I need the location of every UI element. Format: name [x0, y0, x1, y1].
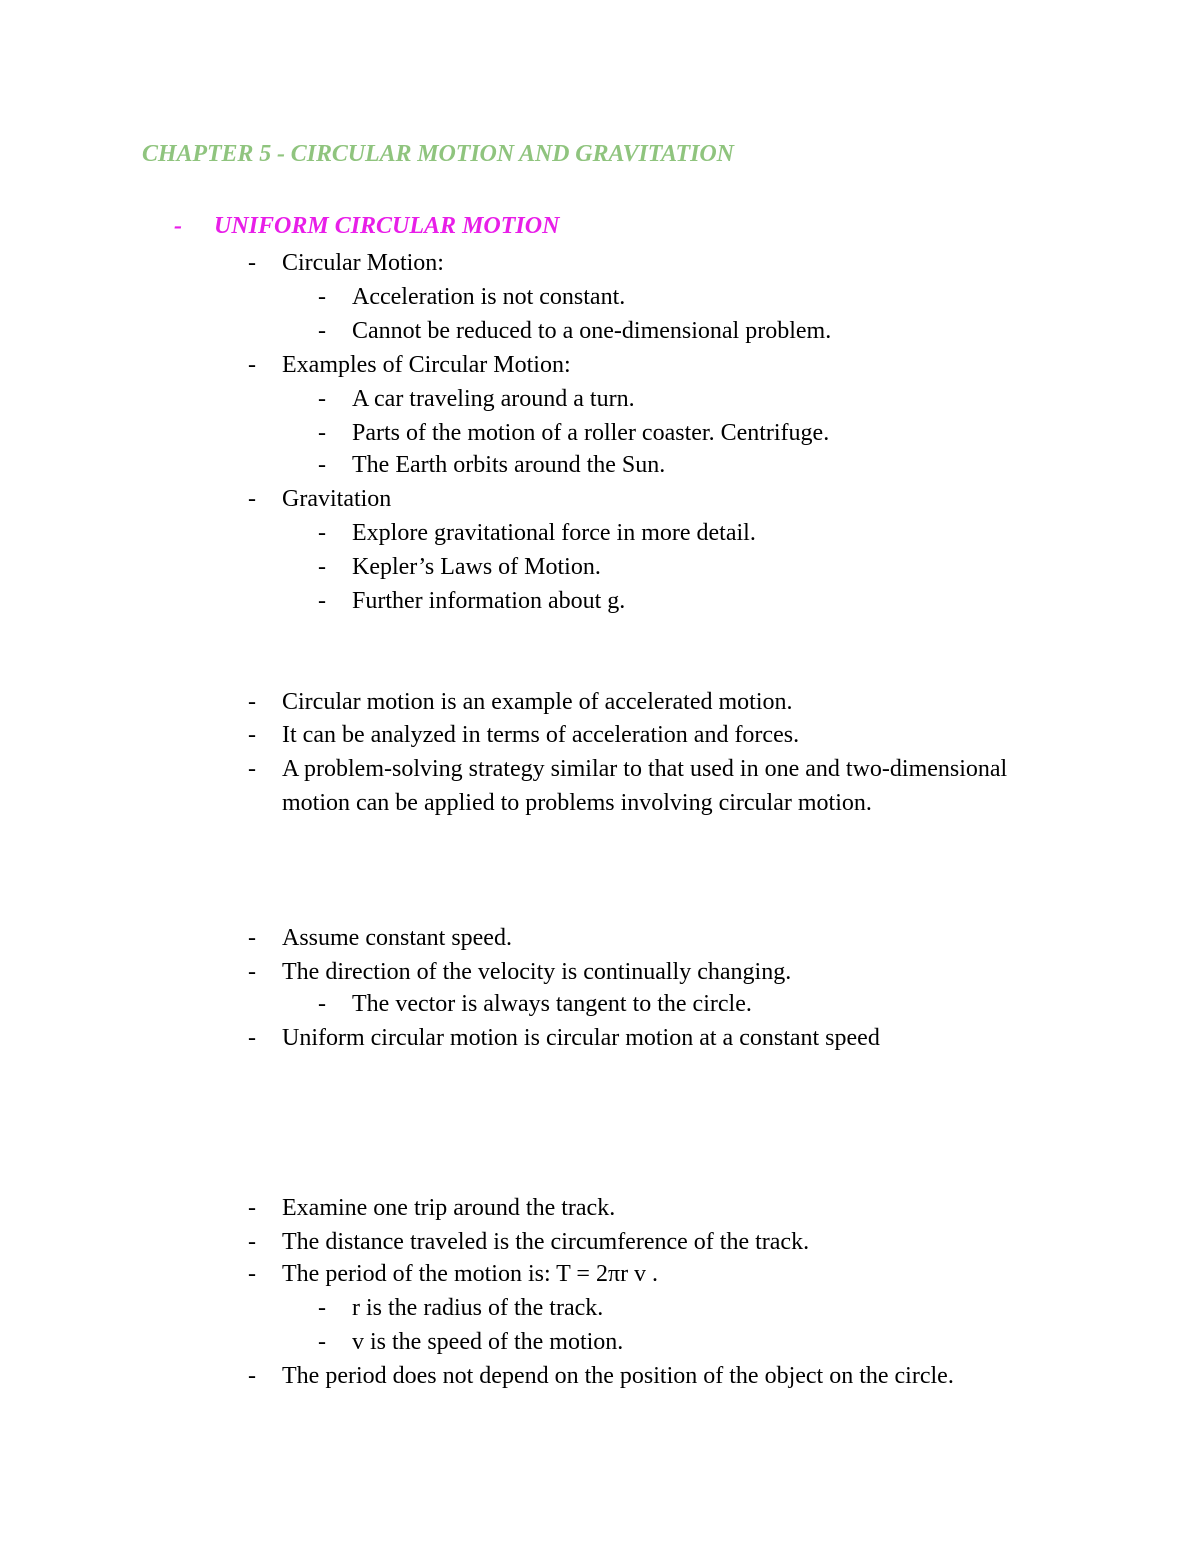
bullet-dash: -	[248, 722, 256, 748]
bullet-dash: -	[318, 1329, 326, 1355]
bullet-dash: -	[248, 1025, 256, 1051]
list-item	[248, 1257, 659, 1291]
list-item-text: v is the speed of the motion.	[352, 1329, 624, 1355]
list-item	[248, 921, 512, 955]
list-item	[318, 516, 756, 550]
list-item-text: The Earth orbits around the Sun.	[352, 452, 666, 478]
bullet-dash: -	[248, 1363, 256, 1389]
list-item-text: Explore gravitational force in more detail.	[352, 520, 756, 546]
list-item	[248, 718, 800, 752]
list-item	[318, 987, 752, 1021]
section-heading-text: UNIFORM CIRCULAR MOTION	[214, 213, 560, 239]
list-item	[318, 1291, 604, 1325]
bullet-dash: -	[318, 318, 326, 344]
list-item	[318, 584, 626, 618]
bullet-dash: -	[248, 689, 256, 715]
list-item	[248, 482, 392, 516]
list-item-text: A car traveling around a turn.	[352, 386, 635, 412]
list-item-text: Circular Motion:	[282, 250, 444, 276]
bullet-dash: -	[248, 1195, 256, 1221]
list-item-text: Examples of Circular Motion:	[282, 352, 571, 378]
list-item-text: The distance traveled is the circumference of the track.	[282, 1229, 810, 1255]
list-item	[318, 314, 832, 348]
list-item	[318, 280, 626, 314]
list-item	[248, 752, 1008, 786]
list-item-text: The period of the motion is: T = 2πr v .	[282, 1261, 659, 1287]
bullet-dash: -	[248, 925, 256, 951]
list-item	[318, 416, 830, 450]
list-item	[248, 1225, 810, 1259]
list-item	[248, 246, 444, 280]
list-item	[248, 955, 792, 989]
bullet-dash: -	[248, 959, 256, 985]
list-item-text: Further information about g.	[352, 588, 626, 614]
bullet-dash: -	[318, 420, 326, 446]
chapter-title: CHAPTER 5 - CIRCULAR MOTION AND GRAVITATION	[142, 141, 734, 167]
bullet-dash: -	[318, 284, 326, 310]
list-item	[248, 1021, 880, 1055]
list-item-text: Acceleration is not constant.	[352, 284, 626, 310]
list-item	[248, 348, 571, 382]
bullet-dash: -	[248, 1229, 256, 1255]
list-item-text: The direction of the velocity is continually changing.	[282, 959, 792, 985]
list-item-continuation: motion can be applied to problems involving circular motion.	[282, 790, 872, 816]
list-item	[248, 1359, 954, 1393]
list-item	[318, 550, 601, 584]
bullet-dash: -	[318, 452, 326, 478]
bullet-dash: -	[248, 250, 256, 276]
list-item-text: Circular motion is an example of accelerated motion.	[282, 689, 793, 715]
section-heading	[174, 213, 559, 240]
list-item-text: r is the radius of the track.	[352, 1295, 604, 1321]
bullet-dash: -	[248, 352, 256, 378]
list-item-text: The vector is always tangent to the circle.	[352, 991, 752, 1017]
section-heading-bullet: -	[174, 213, 182, 239]
list-item	[248, 1191, 616, 1225]
bullet-dash: -	[248, 756, 256, 782]
list-item-text: Parts of the motion of a roller coaster. Centrifuge.	[352, 420, 830, 446]
bullet-dash: -	[318, 554, 326, 580]
list-item-text: Assume constant speed.	[282, 925, 512, 951]
bullet-dash: -	[318, 588, 326, 614]
list-item-text: Kepler’s Laws of Motion.	[352, 554, 601, 580]
bullet-dash: -	[248, 1261, 256, 1287]
bullet-dash: -	[318, 386, 326, 412]
list-item-text: Uniform circular motion is circular motion at a constant speed	[282, 1025, 880, 1051]
bullet-dash: -	[318, 1295, 326, 1321]
bullet-dash: -	[248, 486, 256, 512]
bullet-dash: -	[318, 520, 326, 546]
list-item	[318, 382, 635, 416]
bullet-dash: -	[318, 991, 326, 1017]
list-item-text: Examine one trip around the track.	[282, 1195, 616, 1221]
list-item-text: It can be analyzed in terms of acceleration and forces.	[282, 722, 800, 748]
list-item	[248, 685, 793, 719]
list-item-text: A problem-solving strategy similar to that used in one and two-dimensional	[282, 756, 1008, 782]
list-item-text: Gravitation	[282, 486, 392, 512]
list-item-text: Cannot be reduced to a one-dimensional problem.	[352, 318, 832, 344]
list-item	[318, 1325, 624, 1359]
list-item	[318, 448, 666, 482]
list-item-text: The period does not depend on the position of the object on the circle.	[282, 1363, 954, 1389]
